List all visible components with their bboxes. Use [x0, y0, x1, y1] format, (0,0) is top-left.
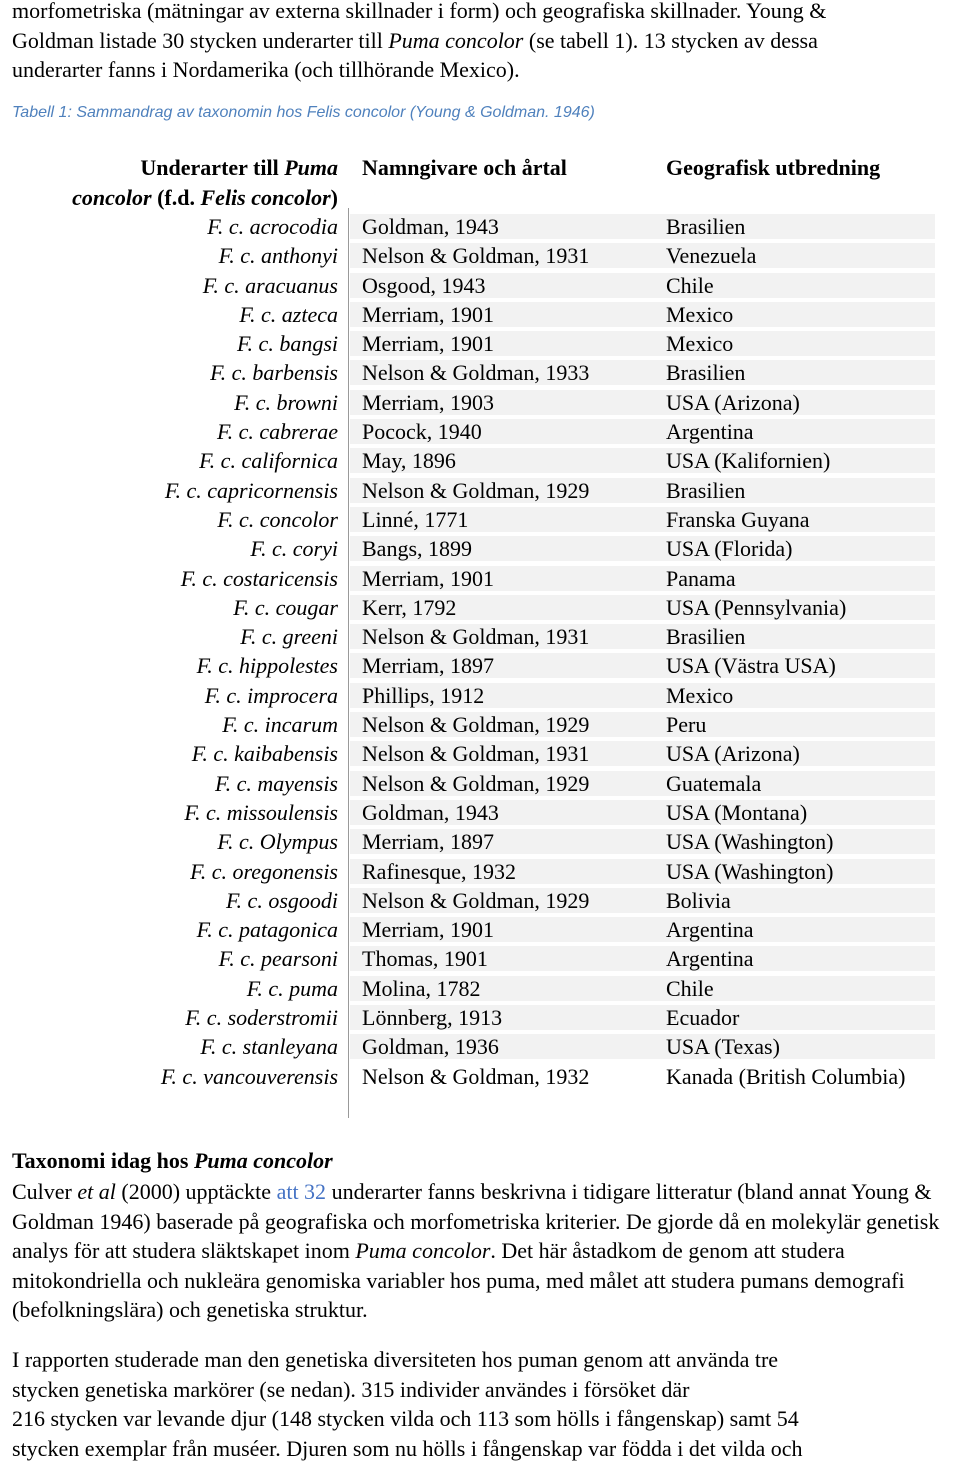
cell-sub: F. c. acrocodia: [207, 214, 338, 239]
cell-geo: USA (Florida): [666, 536, 793, 562]
cell-geo: Mexico: [666, 331, 734, 357]
table-row: [0, 651, 960, 680]
table-row: [0, 769, 960, 798]
highlighted-text: att 32: [276, 1179, 327, 1204]
table-row: [0, 329, 960, 358]
cell-geo: Argentina: [666, 917, 754, 943]
cell-sub: F. c. Olympus: [217, 829, 338, 855]
table-row: [0, 827, 960, 856]
cell-geo: Argentina: [666, 946, 754, 972]
table-row: [0, 944, 960, 973]
cell-geo: USA (Washington): [666, 829, 834, 855]
cell-geo: Mexico: [666, 301, 734, 327]
cell-sub: F. c. coryi: [250, 536, 338, 562]
cell-sub: F. c. anthonyi: [218, 243, 338, 269]
cell-geo: Brasilien: [666, 214, 746, 239]
cell-sub: F. c. improcera: [204, 682, 338, 708]
cell-sub: F. c. vancouverensis: [160, 1063, 338, 1089]
cell-geo: Guatemala: [666, 770, 762, 796]
table-row: [0, 593, 960, 622]
cell-name: Nelson & Goldman, 1931: [362, 243, 590, 269]
cell-sub: F. c. soderstromii: [185, 1005, 338, 1031]
cell-sub: F. c. oregonensis: [190, 858, 338, 884]
cell-geo: USA (Västra USA): [666, 653, 836, 679]
cell-geo: Brasilien: [666, 624, 746, 650]
cell-name: Bangs, 1899: [362, 536, 472, 562]
table-row: [0, 564, 960, 593]
intro-text: Goldman listade 30 stycken underarter till: [12, 27, 389, 53]
table-row: [0, 915, 960, 944]
text: . Det här åstadkom de genom att studera mitokondriella och nukleära genomiska variabler hos puma, med målet att studera pumans demografi (befolkningslära) och genetiska struktur.: [12, 1238, 905, 1322]
column-header-distribution: Geografisk utbredning: [666, 155, 881, 180]
table-row: [0, 446, 960, 475]
cell-name: Goldman, 1943: [362, 799, 499, 825]
cell-name: Nelson & Goldman, 1933: [362, 360, 590, 386]
cell-name: Osgood, 1943: [362, 272, 486, 298]
cell-geo: Bolivia: [666, 887, 731, 913]
table-row: [0, 886, 960, 915]
table-row: [0, 681, 960, 710]
cell-name: Merriam, 1901: [362, 917, 494, 943]
cell-geo: Peru: [666, 712, 707, 738]
cell-name: Merriam, 1897: [362, 653, 494, 679]
cell-geo: USA (Arizona): [666, 741, 800, 767]
cell-geo: USA (Washington): [666, 858, 834, 884]
cell-sub: F. c. aracuanus: [202, 272, 338, 298]
cell-geo: Brasilien: [666, 477, 746, 503]
taxonomy-table-body: [0, 212, 960, 1091]
column-header-subspecies: [8, 153, 338, 213]
cell-geo: Chile: [666, 975, 714, 1001]
paragraph-line: 216 stycken var levande djur (148 stycken vilda och 113 som hölls i fångenskap) samt 54: [12, 1406, 799, 1431]
cell-name: Goldman, 1943: [362, 214, 499, 239]
cell-geo: Ecuador: [666, 1005, 740, 1031]
text: Puma concolor: [355, 1238, 491, 1263]
table-row: [0, 1003, 960, 1032]
cell-name: Kerr, 1792: [362, 594, 457, 620]
cell-name: Linné, 1771: [362, 506, 469, 532]
cell-sub: F. c. incarum: [222, 712, 338, 738]
cell-name: Merriam, 1901: [362, 331, 494, 357]
cell-name: Merriam, 1897: [362, 829, 494, 855]
cell-geo: USA (Montana): [666, 799, 808, 825]
cell-geo: Panama: [666, 565, 736, 591]
cell-geo: Franska Guyana: [666, 506, 810, 532]
title-text: Taxonomi idag hos: [12, 1148, 194, 1173]
cell-name: Nelson & Goldman, 1929: [362, 887, 590, 913]
cell-name: May, 1896: [362, 448, 456, 474]
table-row: [0, 417, 960, 446]
table-row: [0, 241, 960, 270]
table-row: [0, 300, 960, 329]
cell-sub: F. c. californica: [199, 448, 338, 474]
table-row: [0, 739, 960, 768]
body-paragraph-1: [12, 1177, 952, 1325]
cell-sub: F. c. bangsi: [236, 331, 338, 357]
table-row: [0, 798, 960, 827]
table-row: [0, 271, 960, 300]
cell-geo: Mexico: [666, 682, 734, 708]
cell-sub: F. c. pearsoni: [218, 946, 338, 972]
header-text: Puma: [284, 155, 338, 180]
cell-sub: F. c. hippolestes: [196, 653, 338, 679]
cell-geo: Kanada (British Columbia): [666, 1063, 906, 1089]
cell-geo: USA (Arizona): [666, 389, 800, 415]
header-text: concolor: [72, 185, 152, 210]
cell-name: Thomas, 1901: [362, 946, 488, 972]
table-row: [0, 534, 960, 563]
intro-species: Puma concolor: [388, 27, 524, 53]
cell-sub: F. c. cabrerae: [217, 419, 338, 445]
cell-name: Goldman, 1936: [362, 1034, 499, 1060]
table-caption: Tabell 1: Sammandrag av taxonomin hos Felis concolor (Young & Goldman. 1946): [12, 104, 595, 121]
header-text: ): [330, 185, 338, 210]
cell-sub: F. c. cougar: [233, 594, 338, 620]
paragraph-line: I rapporten studerade man den genetiska diversiteten hos puman genom att använda tre: [12, 1347, 779, 1372]
paragraph-line: stycken genetiska markörer (se nedan). 315 individer användes i försöket där: [12, 1376, 690, 1402]
cell-geo: USA (Texas): [666, 1034, 780, 1060]
cell-sub: F. c. capricornensis: [164, 477, 338, 503]
cell-name: Nelson & Goldman, 1932: [362, 1063, 590, 1089]
paragraph-line: stycken exemplar från muséer. Djuren som nu hölls i fångenskap var födda i det vilda och: [12, 1435, 803, 1461]
body-paragraph-2: [12, 1345, 952, 1463]
table-row: [0, 857, 960, 886]
cell-name: Pocock, 1940: [362, 419, 482, 445]
table-row: [0, 212, 960, 241]
cell-name: Merriam, 1903: [362, 389, 494, 415]
cell-name: Nelson & Goldman, 1931: [362, 624, 590, 650]
cell-geo: Chile: [666, 272, 714, 298]
table-row: [0, 974, 960, 1003]
text: Culver: [12, 1179, 78, 1204]
cell-geo: USA (Pennsylvania): [666, 594, 847, 620]
cell-name: Nelson & Goldman, 1931: [362, 741, 590, 767]
table-row: [0, 476, 960, 505]
cell-name: Phillips, 1912: [362, 682, 485, 708]
header-text: Felis concolor: [200, 185, 331, 210]
cell-sub: F. c. stanleyana: [200, 1034, 338, 1060]
cell-geo: Brasilien: [666, 360, 746, 386]
table-row: [0, 710, 960, 739]
cell-name: Nelson & Goldman, 1929: [362, 477, 590, 503]
table-row: [0, 1032, 960, 1061]
intro-text: (se tabell 1). 13 stycken av dessa: [523, 27, 818, 53]
cell-name: Merriam, 1901: [362, 301, 494, 327]
cell-sub: F. c. osgoodi: [225, 887, 338, 913]
cell-sub: F. c. concolor: [217, 506, 338, 532]
table-row: [0, 622, 960, 651]
cell-name: Rafinesque, 1932: [362, 858, 516, 884]
cell-sub: F. c. missoulensis: [184, 799, 338, 825]
intro-paragraph: [12, 0, 952, 85]
cell-sub: F. c. puma: [246, 975, 338, 1001]
intro-line: [12, 26, 952, 56]
cell-name: Nelson & Goldman, 1929: [362, 770, 590, 796]
section-title: [12, 1146, 952, 1176]
header-text: Underarter till: [140, 155, 285, 180]
cell-sub: F. c. greeni: [240, 624, 338, 650]
cell-geo: Argentina: [666, 419, 754, 445]
cell-sub: F. c. mayensis: [214, 770, 338, 796]
table-row: [0, 505, 960, 534]
cell-geo: Venezuela: [666, 243, 757, 269]
cell-sub: F. c. patagonica: [196, 917, 338, 943]
cell-sub: F. c. azteca: [239, 301, 338, 327]
column-header-author: Namngivare och årtal: [362, 155, 567, 180]
title-species: Puma concolor: [193, 1148, 333, 1173]
intro-line: underarter fanns i Nordamerika (och tillhörande Mexico).: [12, 57, 520, 82]
cell-name: Nelson & Goldman, 1929: [362, 712, 590, 738]
cell-sub: F. c. browni: [234, 389, 338, 415]
text: et al: [77, 1179, 116, 1204]
cell-sub: F. c. barbensis: [210, 360, 338, 386]
cell-geo: USA (Kalifornien): [666, 448, 831, 474]
text: (2000) upptäckte: [115, 1179, 277, 1204]
header-text: (f.d.: [151, 185, 201, 210]
table-row: [0, 358, 960, 387]
intro-line: morfometriska (mätningar av externa skillnader i form) och geografiska skillnader. Young &: [12, 0, 827, 23]
cell-sub: F. c. kaibabensis: [191, 741, 338, 767]
cell-name: Merriam, 1901: [362, 565, 494, 591]
table-row: [0, 1062, 960, 1091]
cell-name: Lönnberg, 1913: [362, 1005, 503, 1031]
text: underarter fanns beskrivna i tidigare litteratur (bland annat Young & Goldman 1946) baserade på geografiska och morfometriska kriterier. De gjorde då en molekylär genetisk analys för att studera släktskapet inom: [12, 1179, 940, 1263]
cell-sub: F. c. costaricensis: [180, 565, 338, 591]
cell-name: Molina, 1782: [362, 975, 481, 1001]
table-row: [0, 388, 960, 417]
